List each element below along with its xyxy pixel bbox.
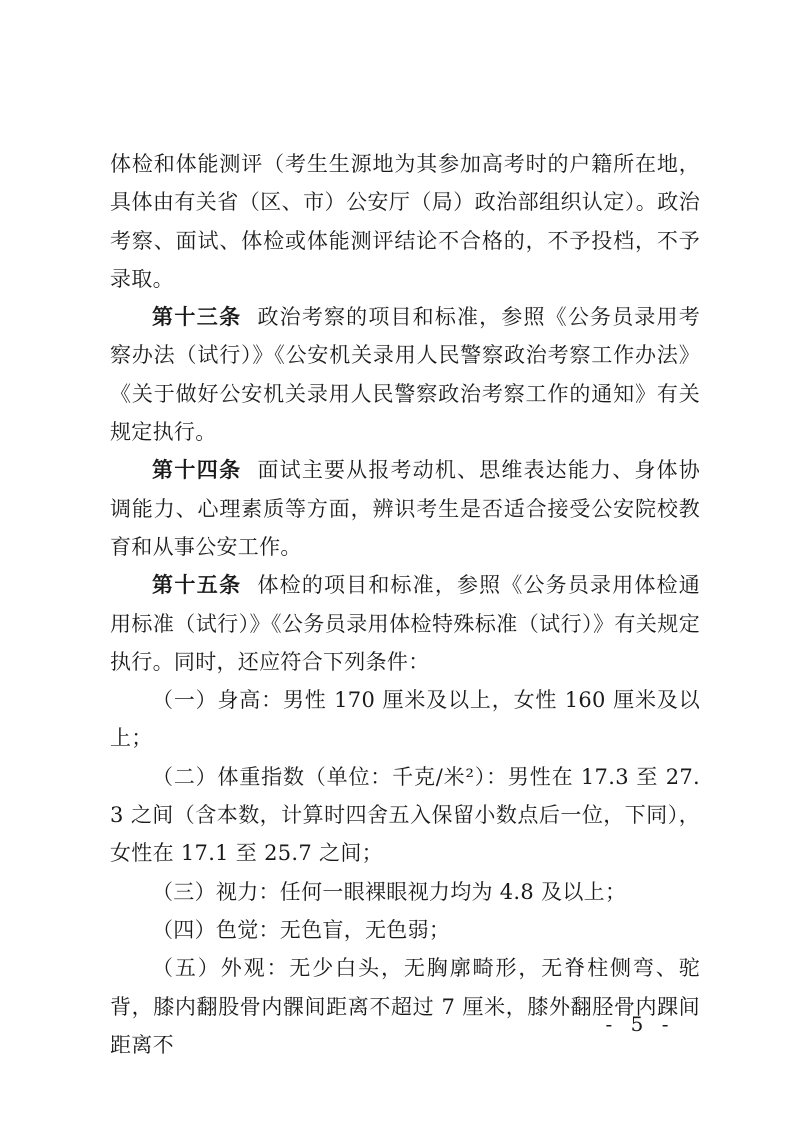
- article-15: [110, 566, 700, 681]
- article-13: [110, 298, 700, 451]
- list-item-height: [110, 681, 700, 758]
- list-item-color-vision: [110, 911, 700, 949]
- article-label: 第十五条: [152, 573, 242, 598]
- paragraph-text: （三）视力：任何一眼裸眼视力均为 4.8 及以上；: [152, 879, 627, 904]
- list-item-bmi: [110, 758, 700, 873]
- list-item-vision: [110, 873, 700, 911]
- list-item-appearance: [110, 949, 700, 1064]
- paragraph-text: 体检的项目和标准，参照《公务员录用体检通用标准（试行）》《公务员录用体检特殊标准（试行）》有关规定执行。同时，还应符合下列条件：: [110, 573, 701, 674]
- paragraph-text: 面试主要从报考动机、思维表达能力、身体协调能力、心理素质等方面，辨识考生是否适合接受公安院校教育和从事公安工作。: [110, 458, 701, 559]
- paragraph-text: （五）外观：无少白头，无胸廓畸形，无脊柱侧弯、驼背，膝内翻股骨内髁间距离不超过 7 厘米，膝外翻胫骨内踝间距离不: [110, 956, 700, 1057]
- paragraph-text: 体检和体能测评（考生生源地为其参加高考时的户籍所在地，具体由有关省（区、市）公安厅（局）政治部组织认定）。政治考察、面试、体检或体能测评结论不合格的，不予投档，不予录取。: [110, 152, 700, 291]
- article-label: 第十三条: [152, 305, 242, 330]
- page-number: - 5 -: [605, 1012, 675, 1036]
- paragraph-text: （四）色觉：无色盲，无色弱；: [152, 917, 451, 942]
- article-14: [110, 451, 700, 566]
- paragraph-text: （二）体重指数（单位：千克/米²）：男性在 17.3 至 27.3 之间（含本数，计算时四舍五入保留小数点后一位，下同），女性在 17.1 至 25.7 之间；: [110, 764, 700, 866]
- paragraph-continuation: [110, 145, 700, 298]
- article-label: 第十四条: [152, 458, 242, 483]
- paragraph-text: （一）身高：男性 170 厘米及以上，女性 160 厘米及以上；: [110, 688, 700, 751]
- paragraph-text: 政治考察的项目和标准，参照《公务员录用考察办法（试行）》《公安机关录用人民警察政治考察工作办法》《关于做好公安机关录用人民警察政治考察工作的通知》有关规定执行。: [110, 305, 701, 445]
- document-body: [110, 145, 700, 1064]
